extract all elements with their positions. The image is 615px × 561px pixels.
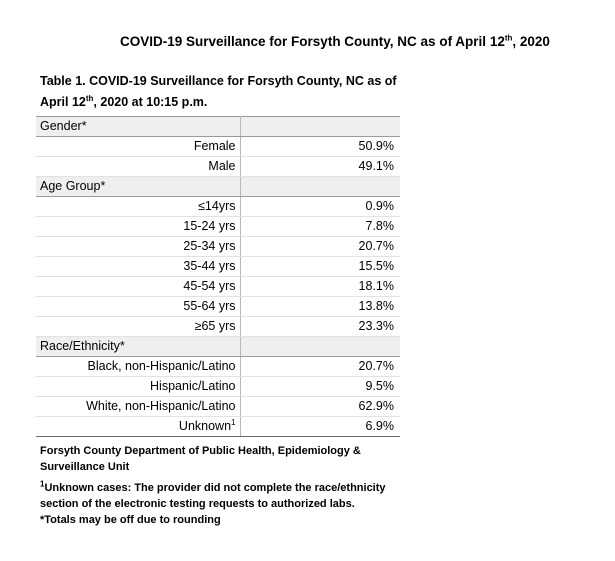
page-title-suffix: , 2020 [512, 34, 550, 49]
table-title-line2-text: April 12 [40, 95, 86, 109]
row-label: Male [36, 157, 240, 177]
section-header-race [36, 337, 400, 357]
row-value: 20.7% [240, 357, 400, 377]
footnote-unknown [40, 480, 410, 528]
row-label: ≤14yrs [36, 197, 240, 217]
section-label: Age Group* [36, 177, 240, 197]
row-label: 25-34 yrs [36, 237, 240, 257]
row-value: 15.5% [240, 257, 400, 277]
row-label [36, 417, 240, 437]
table-row [36, 217, 400, 237]
table-row [36, 417, 400, 437]
table-row [36, 237, 400, 257]
table-title-sup: th [85, 93, 94, 103]
row-value: 0.9% [240, 197, 400, 217]
row-label: 35-44 yrs [36, 257, 240, 277]
page-title [120, 34, 600, 49]
row-value: 18.1% [240, 277, 400, 297]
footnote-ref: 1 [231, 417, 236, 427]
section-spacer [240, 337, 400, 357]
section-header-gender [36, 117, 400, 137]
row-value: 62.9% [240, 397, 400, 417]
table-title [40, 71, 410, 113]
row-value: 49.1% [240, 157, 400, 177]
table-row [36, 357, 400, 377]
table-row [36, 317, 400, 337]
section-spacer [240, 177, 400, 197]
source-note: Forsyth County Department of Public Health, Epidemiology & Surveillance Unit [40, 445, 361, 473]
table-title-line2-suffix: , 2020 at 10:15 p.m. [93, 95, 208, 109]
page-title-text: COVID-19 Surveillance for Forsyth County, NC as of April 12 [120, 34, 505, 49]
table-title-line2 [40, 92, 410, 113]
section-spacer [240, 117, 400, 137]
row-label: Black, non-Hispanic/Latino [36, 357, 240, 377]
table-row [36, 397, 400, 417]
table-title-line1: Table 1. COVID-19 Surveillance for Forsyth County, NC as of [40, 74, 397, 88]
table-row [36, 137, 400, 157]
surveillance-table [36, 116, 400, 437]
table-row [36, 277, 400, 297]
row-value: 20.7% [240, 237, 400, 257]
row-label: Hispanic/Latino [36, 377, 240, 397]
section-label: Gender* [36, 117, 240, 137]
row-value: 13.8% [240, 297, 400, 317]
row-label: White, non-Hispanic/Latino [36, 397, 240, 417]
row-label-text: Unknown [178, 419, 232, 433]
row-label: 15-24 yrs [36, 217, 240, 237]
row-label: ≥65 yrs [36, 317, 240, 337]
footnote-text: Unknown cases: The provider did not complete the race/ethnicity section of the electronic testing requests to authorized labs. [40, 482, 386, 510]
row-value: 50.9% [240, 137, 400, 157]
row-value: 6.9% [240, 417, 400, 437]
totals-note: *Totals may be off due to rounding [40, 514, 221, 526]
page-title-sup: th [504, 33, 513, 43]
row-value: 7.8% [240, 217, 400, 237]
row-label: Female [36, 137, 240, 157]
table-row [36, 257, 400, 277]
row-label: 55-64 yrs [36, 297, 240, 317]
row-value: 23.3% [240, 317, 400, 337]
table-row [36, 297, 400, 317]
section-label: Race/Ethnicity* [36, 337, 240, 357]
row-value: 9.5% [240, 377, 400, 397]
footnote-marker: 1 [40, 479, 45, 489]
footer-notes [40, 443, 410, 533]
section-header-age [36, 177, 400, 197]
table-row [36, 157, 400, 177]
table-row [36, 377, 400, 397]
row-label: 45-54 yrs [36, 277, 240, 297]
table-row [36, 197, 400, 217]
